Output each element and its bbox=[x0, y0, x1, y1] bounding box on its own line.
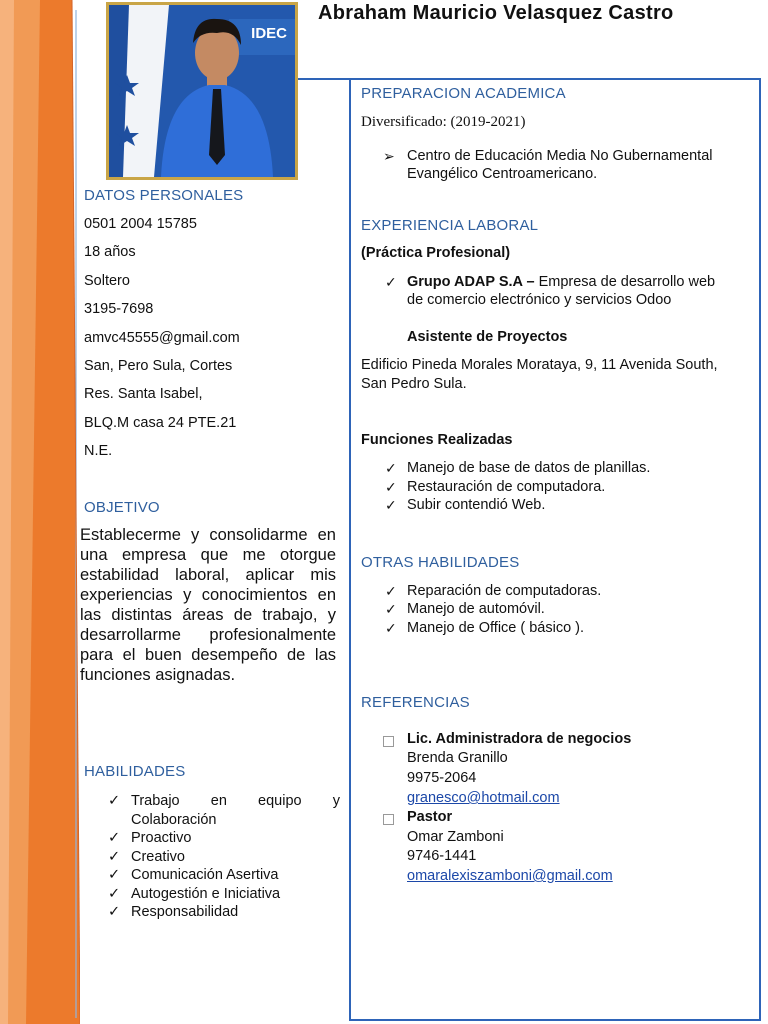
school-name-line1: Centro de Educación Media No Gubernamental bbox=[407, 148, 713, 164]
skill-label: Autogestión e Iniciativa bbox=[131, 885, 281, 902]
referencias-heading: REFERENCIAS bbox=[361, 694, 470, 711]
reference-email-link[interactable]: omaralexiszamboni@gmail.com bbox=[407, 868, 613, 884]
skill-label: Comunicación Asertiva bbox=[131, 867, 279, 883]
company-description: Empresa de desarrollo web bbox=[534, 274, 716, 290]
check-icon: ✓ bbox=[108, 904, 121, 920]
personal-residence: Res. Santa Isabel, bbox=[84, 386, 203, 402]
function-item: Subir contendió Web. bbox=[407, 497, 546, 513]
checkbox-icon bbox=[383, 813, 407, 831]
skill-label: Creativo bbox=[131, 848, 185, 865]
list-item bbox=[108, 792, 340, 829]
personal-phone: 3195-7698 bbox=[84, 301, 154, 317]
datos-personales-heading: DATOS PERSONALES bbox=[84, 187, 244, 204]
work-address-line1: Edificio Pineda Morales Morataya, 9, 11 Avenida South, bbox=[361, 357, 718, 373]
company-name: Grupo ADAP S.A – bbox=[407, 274, 535, 290]
orange-side-bar bbox=[0, 0, 80, 1024]
other-skill-item: Reparación de computadoras. bbox=[407, 583, 602, 599]
check-icon: ✓ bbox=[385, 583, 397, 599]
objetivo-text: Establecerme y consolidarme en una empresa que me otorgue estabilidad laboral, aplicar mis experiencias y conocimientos en las distintas áreas de trabajo, y desarrollarme profesionalmente para el buen desempeño de las funciones asignadas. bbox=[80, 526, 336, 684]
check-icon: ✓ bbox=[108, 793, 121, 809]
list-item bbox=[108, 903, 340, 922]
arrow-bullet-icon: ➢ bbox=[383, 148, 395, 164]
preparacion-heading: PREPARACION ACADEMICA bbox=[361, 85, 566, 102]
check-icon: ✓ bbox=[385, 620, 397, 636]
education-level: Diversificado: (2019-2021) bbox=[361, 114, 526, 130]
personal-block: BLQ.M casa 24 PTE.21 bbox=[84, 415, 237, 431]
personal-city: San, Pero Sula, Cortes bbox=[84, 358, 233, 374]
reference-title: Lic. Administradora de negocios bbox=[407, 731, 632, 747]
check-icon: ✓ bbox=[385, 479, 397, 495]
reference-title: Pastor bbox=[407, 809, 453, 825]
reference-phone: 9975-2064 bbox=[407, 770, 477, 786]
check-icon: ✓ bbox=[385, 274, 397, 290]
list-item bbox=[108, 866, 340, 885]
frame-connector-line bbox=[298, 78, 351, 80]
personal-email: amvc45555@gmail.com bbox=[84, 330, 240, 346]
reference-name: Brenda Granillo bbox=[407, 750, 508, 766]
personal-age: 18 años bbox=[84, 244, 136, 260]
checkbox-icon bbox=[383, 735, 407, 753]
functions-heading: Funciones Realizadas bbox=[361, 432, 513, 448]
other-skill-item: Manejo de automóvil. bbox=[407, 601, 545, 617]
personal-status: Soltero bbox=[84, 273, 130, 289]
habilidades-heading: HABILIDADES bbox=[84, 763, 186, 780]
company-line1 bbox=[407, 274, 715, 290]
check-icon: ✓ bbox=[385, 497, 397, 513]
person-name: Abraham Mauricio Velasquez Castro bbox=[318, 2, 674, 24]
reference-name: Omar Zamboni bbox=[407, 829, 504, 845]
check-icon: ✓ bbox=[108, 830, 121, 846]
habilidades-list bbox=[108, 792, 340, 922]
other-skill-item: Manejo de Office ( básico ). bbox=[407, 620, 585, 636]
profile-photo bbox=[106, 2, 298, 180]
photo-badge-text: IDEC bbox=[251, 25, 287, 42]
check-icon: ✓ bbox=[108, 885, 121, 902]
company-description-line2: de comercio electrónico y servicios Odoo bbox=[407, 292, 672, 308]
work-address-line2: San Pedro Sula. bbox=[361, 376, 467, 392]
experiencia-heading: EXPERIENCIA LABORAL bbox=[361, 217, 539, 234]
otras-habilidades-heading: OTRAS HABILIDADES bbox=[361, 554, 520, 571]
check-icon: ✓ bbox=[108, 867, 121, 883]
list-item bbox=[108, 848, 340, 867]
school-name-line2: Evangélico Centroamericano. bbox=[407, 166, 598, 182]
skill-label: Responsabilidad bbox=[131, 904, 239, 920]
reference-email-link[interactable]: granesco@hotmail.com bbox=[407, 790, 560, 806]
check-icon: ✓ bbox=[108, 848, 121, 865]
experiencia-subheading: (Práctica Profesional) bbox=[361, 245, 511, 261]
personal-extra: N.E. bbox=[84, 443, 113, 459]
list-item bbox=[108, 885, 340, 904]
list-item bbox=[108, 829, 340, 848]
check-icon: ✓ bbox=[385, 601, 397, 617]
check-icon: ✓ bbox=[385, 460, 397, 476]
objetivo-heading: OBJETIVO bbox=[84, 499, 160, 516]
personal-id: 0501 2004 15785 bbox=[84, 216, 197, 232]
reference-phone: 9746-1441 bbox=[407, 848, 477, 864]
skill-label: Proactivo bbox=[131, 830, 192, 846]
function-item: Manejo de base de datos de planillas. bbox=[407, 460, 651, 476]
job-position: Asistente de Proyectos bbox=[407, 329, 568, 345]
function-item: Restauración de computadora. bbox=[407, 479, 606, 495]
skill-label: Trabajo en equipo y Colaboración bbox=[131, 793, 340, 828]
